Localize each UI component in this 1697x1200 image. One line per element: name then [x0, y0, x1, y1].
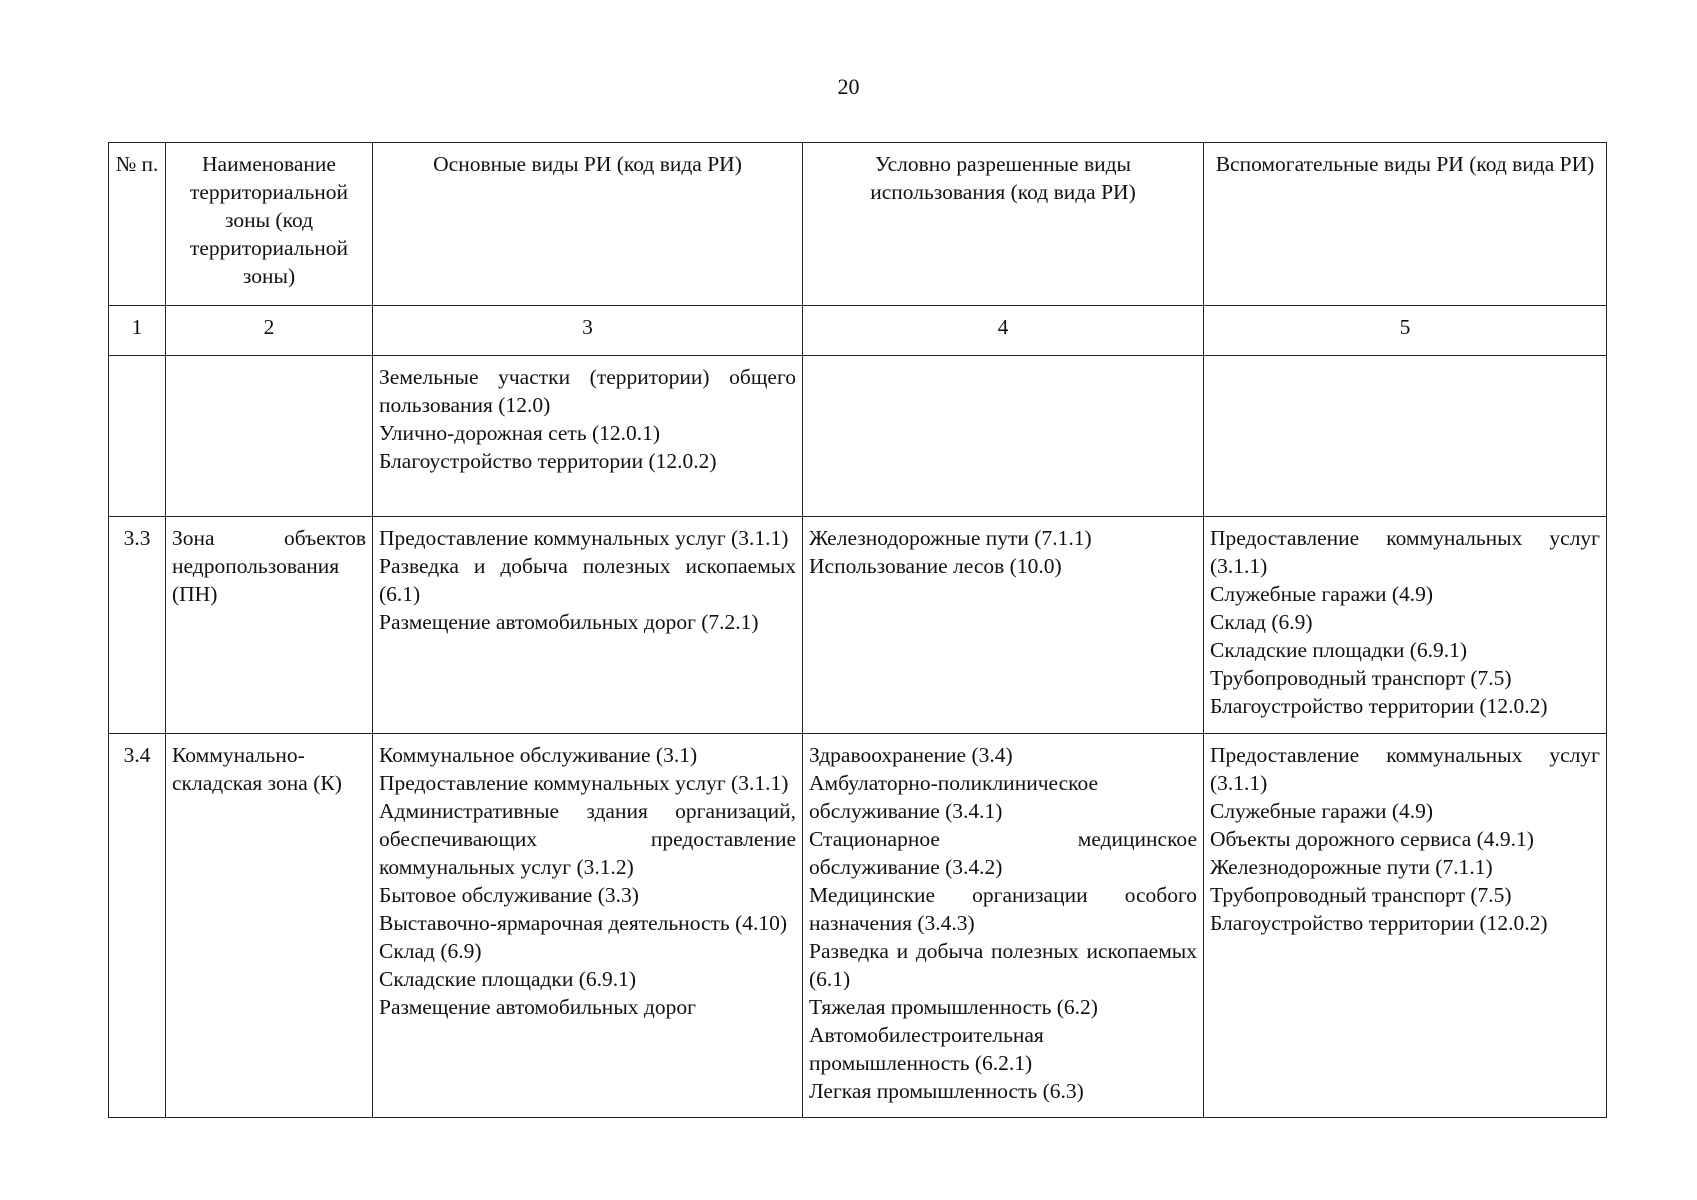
- use-entry: Благоустройство территории (12.0.2): [1210, 911, 1548, 935]
- column-number: 4: [803, 306, 1204, 356]
- header-auxiliary-uses: Вспомогательные виды РИ (код вида РИ): [1204, 143, 1607, 306]
- use-entry: Административные здания организаций, обеспечивающих предоставление коммунальных услуг (3.1.2): [379, 799, 796, 879]
- use-entry: Разведка и добыча полезных ископаемых (6.1): [809, 939, 1197, 991]
- row-number: 3.4: [109, 734, 166, 1118]
- use-entry: Железнодорожные пути (7.1.1): [1210, 855, 1493, 879]
- use-entry: Размещение автомобильных дорог: [379, 995, 696, 1019]
- use-entry: Коммунальное обслуживание (3.1): [379, 743, 698, 767]
- use-entry: Служебные гаражи (4.9): [1210, 582, 1434, 606]
- row-number: 3.3: [109, 517, 166, 734]
- main-uses-cell: [373, 356, 803, 517]
- use-entry: Легкая промышленность (6.3): [809, 1079, 1084, 1103]
- row-number: [109, 356, 166, 517]
- use-entry: Разведка и добыча полезных ископаемых (6.1): [379, 554, 796, 606]
- use-entry: Трубопроводный транспорт (7.5): [1210, 883, 1512, 907]
- use-entry: Здравоохранение (3.4): [809, 743, 1013, 767]
- column-number-row: [109, 306, 1607, 356]
- zone-name: [166, 356, 373, 517]
- use-entry: Благоустройство территории (12.0.2): [379, 449, 717, 473]
- conditional-uses-cell: [803, 517, 1204, 734]
- use-entry: Использование лесов (10.0): [809, 554, 1062, 578]
- table-row: [109, 356, 1607, 517]
- auxiliary-uses-cell: [1204, 356, 1607, 517]
- zone-name: Зона объектов недропользования (ПН): [166, 517, 373, 734]
- use-entry: Улично-дорожная сеть (12.0.1): [379, 421, 661, 445]
- use-entry: Благоустройство территории (12.0.2): [1210, 694, 1548, 718]
- use-entry: Выставочно-ярмарочная деятельность (4.10): [379, 911, 788, 935]
- use-entry: Служебные гаражи (4.9): [1210, 799, 1434, 823]
- use-entry: Размещение автомобильных дорог (7.2.1): [379, 610, 759, 634]
- use-entry: Земельные участки (территории) общего пользования (12.0): [379, 365, 796, 417]
- use-entry: Предоставление коммунальных услуг (3.1.1): [379, 771, 789, 795]
- column-number: 2: [166, 306, 373, 356]
- use-entry: Амбулаторно-поликлиническое обслуживание (3.4.1): [809, 771, 1099, 823]
- use-entry: Автомобилестроительная промышленность (6.2.1): [809, 1023, 1044, 1075]
- column-number: 3: [373, 306, 803, 356]
- use-entry: Предоставление коммунальных услуг (3.1.1): [379, 526, 789, 550]
- use-entry: Склад (6.9): [379, 939, 482, 963]
- use-entry: Складские площадки (6.9.1): [1210, 638, 1468, 662]
- use-entry: Трубопроводный транспорт (7.5): [1210, 666, 1512, 690]
- header-zone-name: Наименование территориальной зоны (код территориальной зоны): [166, 143, 373, 306]
- table-row: [109, 734, 1607, 1118]
- page-number: 20: [837, 74, 860, 99]
- use-entry: Складские площадки (6.9.1): [379, 967, 637, 991]
- zones-table: [108, 142, 1607, 1118]
- table-row: [109, 517, 1607, 734]
- use-entry: Предоставление коммунальных услуг (3.1.1): [1210, 743, 1600, 795]
- auxiliary-uses-cell: [1204, 517, 1607, 734]
- use-entry: Тяжелая промышленность (6.2): [809, 995, 1098, 1019]
- header-conditional-uses: Условно разрешенные виды использования (код вида РИ): [803, 143, 1204, 306]
- use-entry: Склад (6.9): [1210, 610, 1313, 634]
- use-entry: Медицинские организации особого назначения (3.4.3): [809, 883, 1197, 935]
- zone-name: Коммунально-складская зона (К): [166, 734, 373, 1118]
- use-entry: Предоставление коммунальных услуг (3.1.1): [1210, 526, 1600, 578]
- auxiliary-uses-cell: [1204, 734, 1607, 1118]
- column-number: 5: [1204, 306, 1607, 356]
- column-number: 1: [109, 306, 166, 356]
- use-entry: Объекты дорожного сервиса (4.9.1): [1210, 827, 1534, 851]
- conditional-uses-cell: [803, 356, 1204, 517]
- table-header-row: [109, 143, 1607, 306]
- main-uses-cell: [373, 734, 803, 1118]
- use-entry: Железнодорожные пути (7.1.1): [809, 526, 1092, 550]
- use-entry: Стационарное медицинское обслуживание (3.4.2): [809, 827, 1197, 879]
- conditional-uses-cell: [803, 734, 1204, 1118]
- main-uses-cell: [373, 517, 803, 734]
- header-main-uses: Основные виды РИ (код вида РИ): [373, 143, 803, 306]
- use-entry: Бытовое обслуживание (3.3): [379, 883, 639, 907]
- header-number: № п.: [109, 143, 166, 306]
